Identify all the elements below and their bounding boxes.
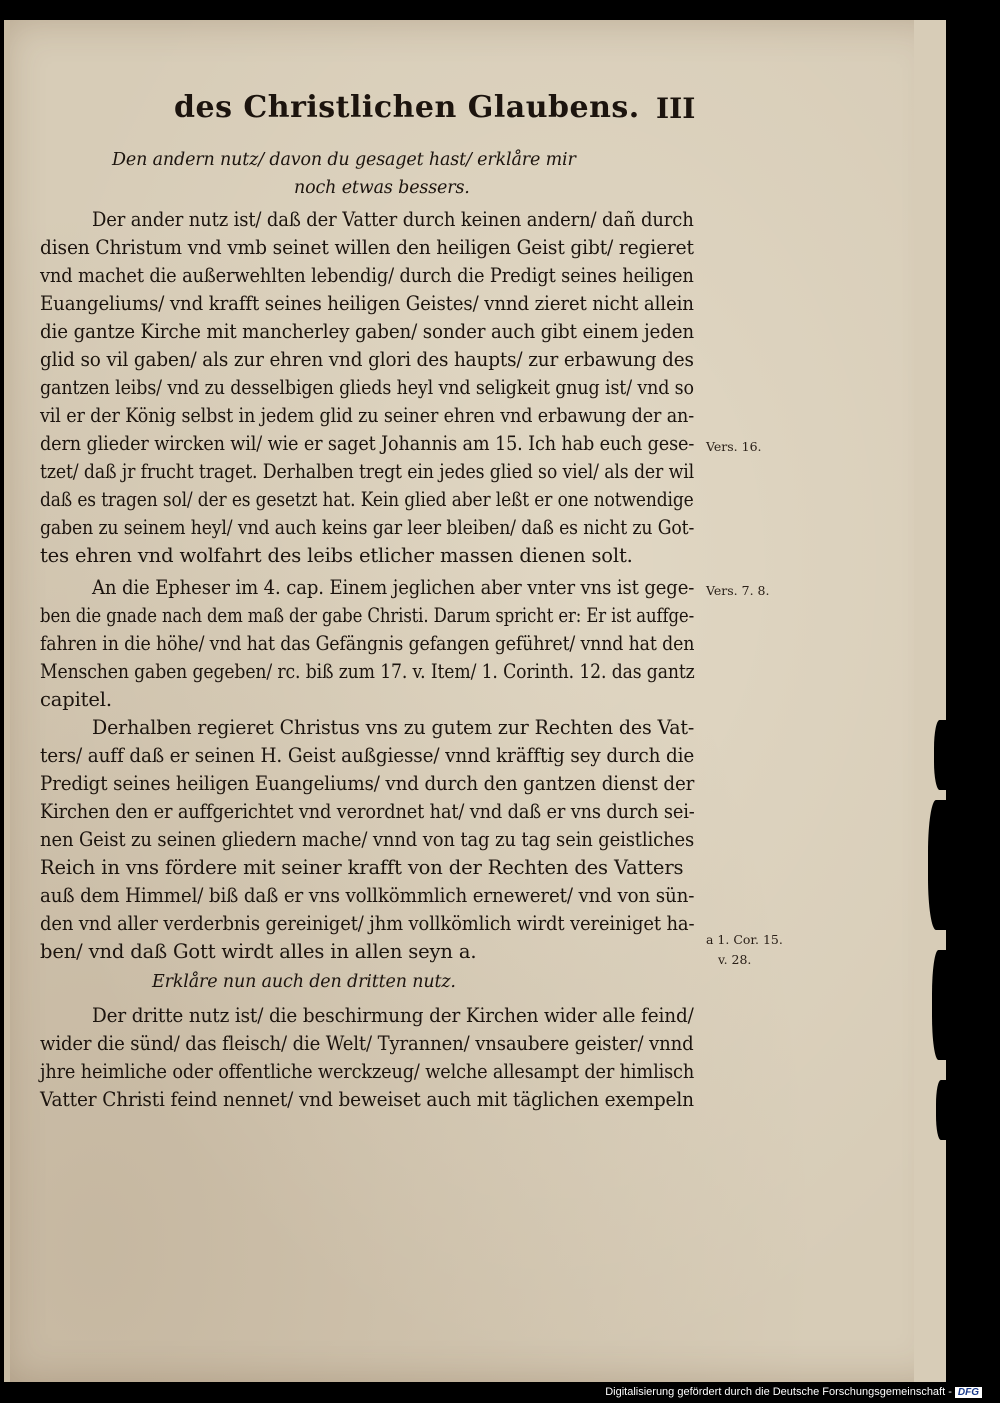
text-line: auß dem Himmel/ biß daß er vns vollkömmlich erneweret/ vnd von sün-: [40, 884, 695, 907]
text-line: gantzen leibs/ vnd zu desselbigen glieds heyl vnd seligkeit gnug ist/ vnd so: [40, 376, 694, 399]
text-line: dern glieder wircken wil/ wie er saget Johannis am 15. Ich hab euch gese-: [40, 432, 695, 455]
text-line: die gantze Kirche mit mancherley gaben/ sonder auch gibt einem jeden: [40, 320, 695, 343]
digitization-credit: [605, 1386, 982, 1398]
question-line: Erklåre nun auch den dritten nutz.: [152, 972, 456, 992]
question-line: Den andern nutz/ davon du gesaget hast/ erklåre mir: [112, 150, 576, 170]
text-line: Kirchen den er auffgerichtet vnd verordnet hat/ vnd daß er vns durch sei-: [40, 800, 695, 823]
text-line: tzet/ daß jr frucht traget. Derhalben tregt ein jedes glied so viel/ als der wil: [40, 460, 695, 483]
page-number: III: [656, 92, 696, 125]
scanned-page: [4, 20, 944, 1382]
text-line: glid so vil gaben/ als zur ehren vnd glori des haupts/ zur erbawung des: [40, 348, 694, 371]
text-line: Euangeliums/ vnd krafft seines heiligen Geistes/ vnnd zieret nicht allein: [40, 292, 694, 315]
text-line: vil er der König selbst in jedem glid zu seiner ehren vnd erbawung der an-: [40, 404, 695, 427]
text-line: capitel.: [40, 688, 112, 711]
page-text: [4, 20, 944, 1382]
text-line: daß es tragen sol/ der es gesetzt hat. Kein glied aber leßt er one notwendige: [40, 488, 694, 511]
text-line: vnd machet die außerwehlten lebendig/ durch die Predigt seines heiligen: [40, 264, 694, 287]
margin-note: a 1. Cor. 15.: [706, 932, 783, 947]
text-line: ters/ auff daß er seinen H. Geist außgiesse/ vnnd kräfftig sey durch die: [40, 744, 695, 767]
text-line: Menschen gaben gegeben/ rc. biß zum 17. v. Item/ 1. Corinth. 12. das gantz: [40, 660, 695, 683]
dfg-logo: DFG: [955, 1387, 982, 1398]
running-title: des Christlichen Glaubens.: [174, 90, 640, 125]
text-line: disen Christum vnd vmb seinet willen den heiligen Geist gibt/ regieret: [40, 236, 694, 259]
margin-note: Vers. 7. 8.: [706, 583, 770, 598]
text-line: wider die sünd/ das fleisch/ die Welt/ Tyrannen/ vnsaubere geister/ vnnd: [40, 1032, 694, 1055]
text-line: Vatter Christi feind nennet/ vnd beweiset auch mit täglichen exempeln: [40, 1088, 694, 1111]
text-line: jhre heimliche oder offentliche werckzeug/ welche allesampt der himlisch: [40, 1060, 695, 1083]
text-line: Reich in vns fördere mit seiner krafft von der Rechten des Vatters: [40, 856, 684, 879]
margin-note: Vers. 16.: [706, 439, 762, 454]
text-line: nen Geist zu seinen gliedern mache/ vnnd von tag zu tag sein geistliches: [40, 828, 695, 851]
text-line: tes ehren vnd wolfahrt des leibs etlicher massen dienen solt.: [40, 544, 633, 567]
text-line: fahren in die höhe/ vnd hat das Gefängnis gefangen geführet/ vnnd hat den: [40, 632, 695, 655]
credit-text: Digitalisierung gefördert durch die Deutsche Forschungsgemeinschaft -: [605, 1386, 952, 1398]
margin-note: v. 28.: [718, 952, 752, 967]
text-line: Predigt seines heiligen Euangeliums/ vnd durch den gantzen dienst der: [40, 772, 695, 795]
text-line: Derhalben regieret Christus vns zu gutem zur Rechten des Vat-: [92, 716, 695, 739]
text-line: gaben zu seinem heyl/ vnd auch keins gar leer bleiben/ daß es nicht zu Got-: [40, 516, 695, 539]
text-line: den vnd aller verderbnis gereiniget/ jhm vollkömlich wirdt vereiniget ha-: [40, 912, 695, 935]
text-line: Der ander nutz ist/ daß der Vatter durch keinen andern/ dañ durch: [92, 208, 694, 231]
text-line: ben/ vnd daß Gott wirdt alles in allen seyn a.: [40, 940, 477, 963]
text-line: An die Epheser im 4. cap. Einem jeglichen aber vnter vns ist gege-: [92, 576, 695, 599]
text-line: Der dritte nutz ist/ die beschirmung der Kirchen wider alle feind/: [92, 1004, 694, 1027]
text-line: ben die gnade nach dem maß der gabe Christi. Darum spricht er: Er ist auffge-: [40, 604, 695, 627]
question-line: noch etwas bessers.: [294, 178, 470, 198]
